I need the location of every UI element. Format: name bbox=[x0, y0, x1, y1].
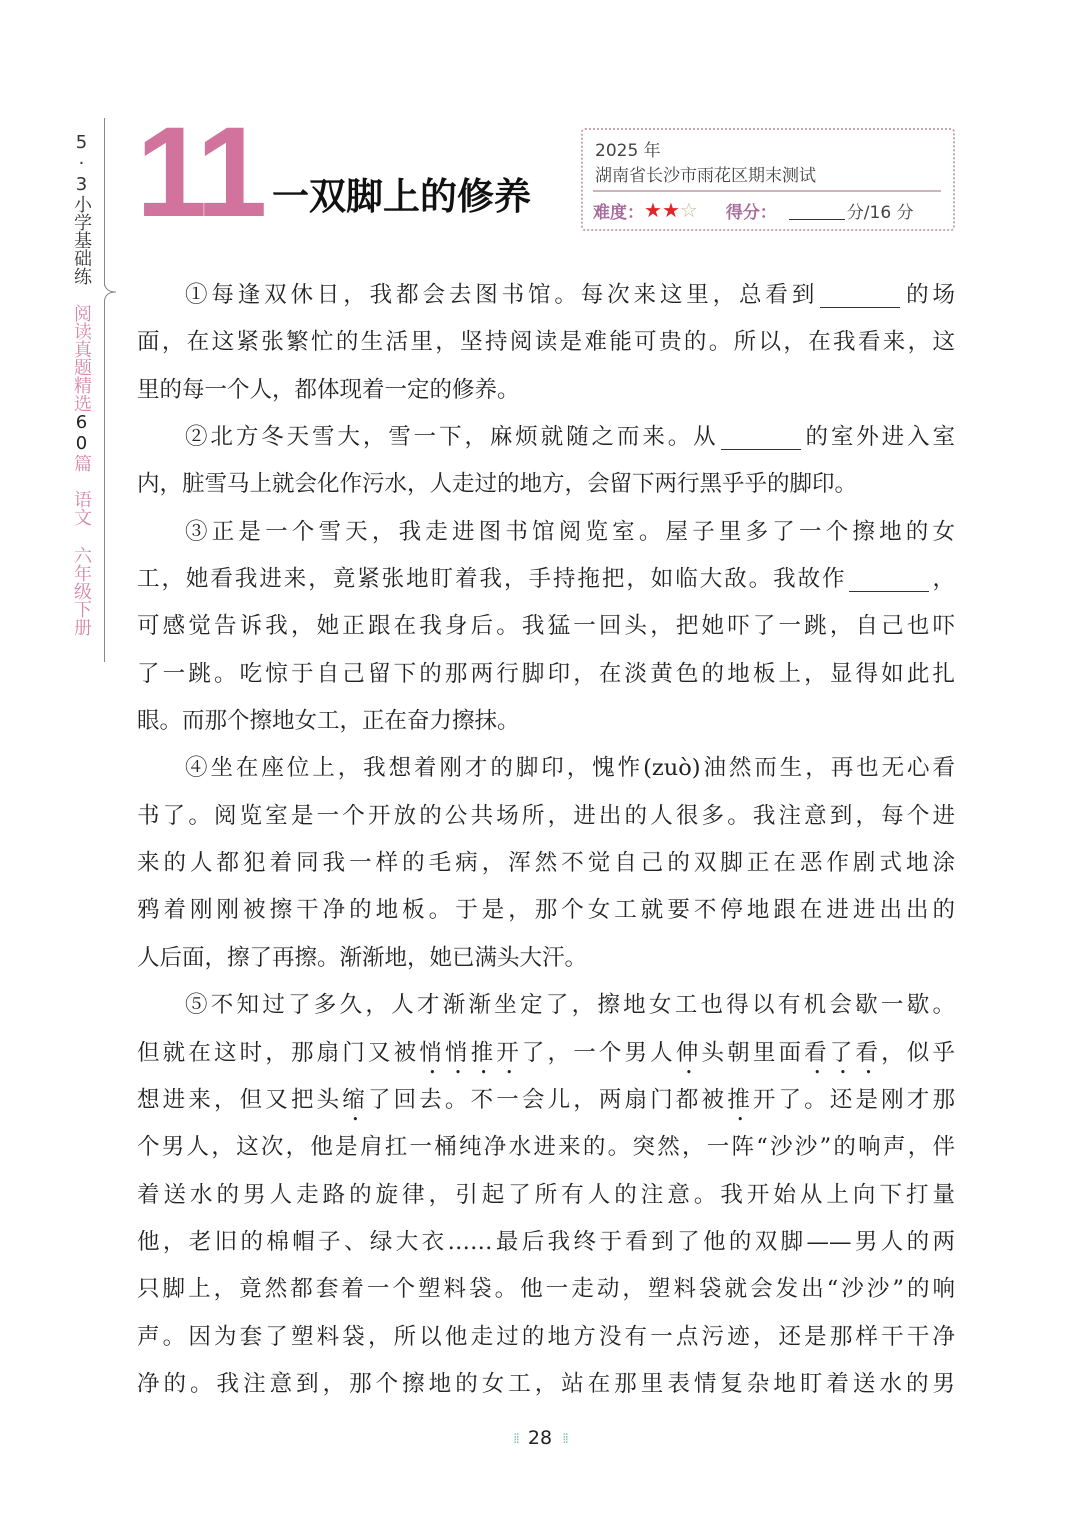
emphasized-phrase: 伸 bbox=[675, 1039, 702, 1066]
text-line bbox=[137, 1266, 955, 1313]
text-line bbox=[137, 1124, 955, 1171]
sidebar-notch bbox=[104, 284, 118, 300]
emphasized-phrase: 悄悄推开 bbox=[419, 1039, 522, 1066]
page-footer bbox=[0, 1427, 1080, 1449]
star-empty-icon: ☆ bbox=[679, 197, 698, 222]
text-line bbox=[137, 651, 955, 698]
text-run: 来的人都犯着同我一样的毛病，浑然不觉自己的双脚正在恶作剧式地涂 bbox=[137, 850, 955, 877]
text-run: ③正是一个雪天，我走进图书馆阅览室。屋子里多了一个擦地的女 bbox=[185, 518, 955, 545]
text-run: 开了。还是刚才那 bbox=[752, 1086, 955, 1113]
text-line bbox=[137, 414, 955, 461]
text-run: 净的。我注意到，那个擦地的女工，站在那里表情复杂地盯着送水的男 bbox=[137, 1370, 955, 1397]
text-run: 了回去。不一会儿，两扇门都被 bbox=[367, 1086, 728, 1113]
page-title: 一双脚上的修养 bbox=[272, 175, 531, 218]
text-run: 可感觉告诉我，她正跟在我身后。我猛一回头，把她吓了一跳，自己也吓 bbox=[137, 613, 955, 640]
text-run: 个男人，这次，他是肩扛一桶纯净水进来的。突然，一阵“沙沙”的响声，伴 bbox=[137, 1134, 955, 1161]
info-box bbox=[581, 128, 955, 231]
text-run: 了，一个男人 bbox=[521, 1039, 676, 1066]
text-run: 书了。阅览室是一个开放的公共场所，进出的人很多。我注意到，每个进 bbox=[137, 802, 955, 829]
grade: 六年级下册 bbox=[71, 546, 92, 636]
score-label: 得分： bbox=[725, 203, 777, 223]
sidebar-divider-top bbox=[104, 118, 105, 286]
text-run: ②北方冬天雪大，雪一下，麻烦就随之而来。从 bbox=[185, 424, 719, 451]
text-run: 了一跳。吃惊于自己留下的那两行脚印，在淡黄色的地板上，显得如此扎 bbox=[137, 660, 955, 687]
text-run: 他，老旧的棉帽子、绿大衣……最后我终于看到了他的双脚——男人的两 bbox=[137, 1228, 955, 1255]
text-run: 工，她看我进来，竟紧张地盯着我，手持拖把，如临大敌。我故作 bbox=[137, 566, 847, 593]
text-line bbox=[137, 367, 955, 414]
book-title bbox=[68, 304, 94, 472]
text-line bbox=[137, 509, 955, 556]
text-line bbox=[137, 982, 955, 1029]
article-body bbox=[137, 272, 955, 1408]
text-line bbox=[137, 1219, 955, 1266]
text-line bbox=[137, 887, 955, 934]
star-filled-icon: ★ bbox=[644, 197, 662, 222]
text-run: 声。因为套了塑料袋，所以他走过的地方没有一点污迹，还是那样干干净 bbox=[137, 1323, 955, 1350]
text-run: ，似乎 bbox=[881, 1039, 955, 1066]
text-line bbox=[137, 745, 955, 792]
difficulty-label: 难度： bbox=[593, 203, 644, 223]
text-run: 人后面，擦了再擦。渐渐地，她已满头大汗。 bbox=[137, 944, 588, 971]
text-line bbox=[137, 793, 955, 840]
answer-blank[interactable] bbox=[849, 569, 929, 592]
star-filled-icon: ★ bbox=[661, 197, 680, 222]
text-run: ①每逢双休日，我都会去图书馆。每次来这里，总看到 bbox=[185, 282, 819, 308]
text-run: ， bbox=[930, 566, 955, 593]
book-title-suffix: 篇 bbox=[71, 454, 92, 472]
text-line bbox=[137, 461, 955, 508]
left-arrow-icon: ⁞⁞ bbox=[513, 1430, 518, 1447]
answer-blank[interactable] bbox=[721, 427, 801, 450]
text-line bbox=[137, 1314, 955, 1361]
text-run: 想进来，但又把头 bbox=[137, 1086, 343, 1113]
text-run: 鸦着刚刚被擦干净的地板。于是，那个女工就要不停地跟在进进出出的 bbox=[137, 897, 955, 924]
text-line bbox=[137, 1030, 955, 1077]
page-number: 28 bbox=[527, 1427, 553, 1449]
exam-year: 2025 年 bbox=[595, 141, 661, 161]
difficulty-rating bbox=[644, 197, 698, 222]
text-line bbox=[137, 840, 955, 887]
text-run: 只脚上，竟然都套着一个塑料袋。他一走动，塑料袋就会发出“沙沙”的响 bbox=[137, 1276, 955, 1303]
sidebar-divider-bottom bbox=[104, 300, 105, 662]
info-divider bbox=[593, 190, 941, 192]
text-run: 但就在这时，那扇门又被 bbox=[137, 1039, 420, 1066]
text-run: 眼。而那个擦地女工，正在奋力擦抹。 bbox=[137, 708, 520, 735]
text-line bbox=[137, 1077, 955, 1124]
text-run: 着送水的男人走路的旋律，引起了所有人的注意。我开始从上向下打量 bbox=[137, 1181, 955, 1208]
text-line bbox=[137, 556, 955, 603]
text-run: ⑤不知过了多久，人才渐渐坐定了，擦地女工也得以有机会歇一歇。 bbox=[185, 992, 955, 1019]
score-total: 分/16 分 bbox=[846, 203, 914, 223]
chapter-number: 11 bbox=[136, 101, 264, 244]
score-input[interactable] bbox=[789, 201, 845, 220]
exam-source: 湖南省长沙市雨花区期末测试 bbox=[595, 166, 816, 186]
text-run: 的场 bbox=[902, 282, 955, 308]
text-line bbox=[137, 1361, 955, 1408]
subject: 语文 bbox=[71, 490, 92, 526]
answer-blank[interactable] bbox=[820, 285, 900, 308]
text-line bbox=[137, 698, 955, 745]
text-run: 里的每一个人，都体现着一定的修养。 bbox=[137, 376, 520, 403]
text-run: 内，脏雪马上就会化作污水，人走过的地方，会留下两行黑乎乎的脚印。 bbox=[137, 471, 858, 498]
emphasized-phrase: 推 bbox=[727, 1086, 753, 1113]
text-run: ④坐在座位上，我想着刚才的脚印，愧怍(zuò)油然而生，再也无心看 bbox=[185, 755, 955, 782]
text-run: 头朝里面 bbox=[701, 1039, 805, 1066]
text-line bbox=[137, 935, 955, 982]
text-run: 面，在这紧张繁忙的生活里，坚持阅读是难能可贵的。所以，在我看来，这 bbox=[137, 329, 955, 356]
text-line bbox=[137, 319, 955, 366]
emphasized-phrase: 缩 bbox=[342, 1086, 368, 1113]
text-line bbox=[137, 272, 955, 319]
text-line bbox=[137, 1172, 955, 1219]
series-name: 5·3小学基础练 bbox=[71, 132, 92, 285]
emphasized-phrase: 看了看 bbox=[804, 1039, 882, 1066]
text-run: 的室外进入室 bbox=[802, 424, 955, 451]
book-title-part: 阅读真题精选 bbox=[71, 304, 92, 412]
book-count: 60 bbox=[71, 412, 92, 454]
right-arrow-icon: ⁞⁞ bbox=[562, 1430, 567, 1447]
text-line bbox=[137, 603, 955, 650]
